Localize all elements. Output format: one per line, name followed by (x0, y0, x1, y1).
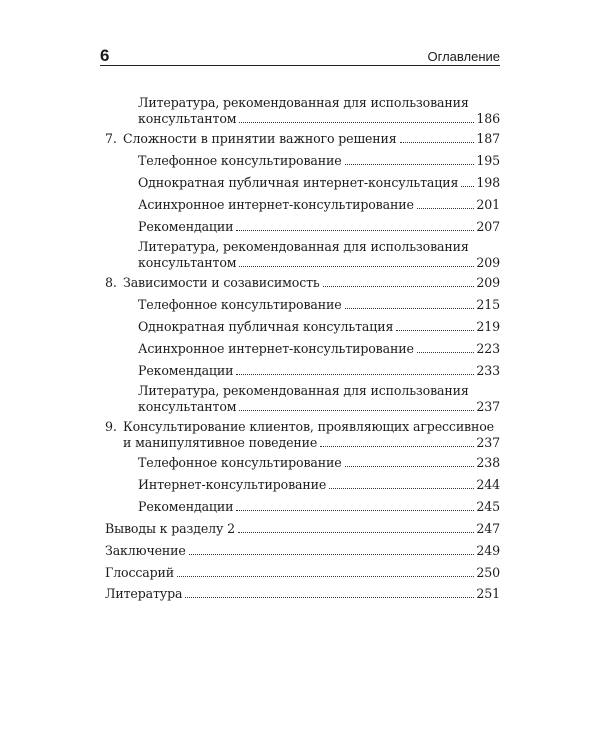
chapter-number: 7. (105, 131, 117, 146)
toc-entry-page: 244 (476, 477, 500, 492)
toc-entry-page: 250 (476, 565, 500, 580)
dot-leader (189, 554, 475, 555)
toc-entry (138, 499, 500, 515)
toc-entry-title: Заключение (105, 543, 186, 558)
toc-entry (138, 319, 500, 335)
toc-entry-title: Литература (105, 586, 183, 601)
dot-leader (329, 488, 474, 489)
toc-entry-title-line1: Литература, рекомендованная для использования (138, 239, 469, 254)
toc-entry-page: 237 (476, 435, 500, 450)
toc-entry (105, 543, 500, 559)
toc-entry-title: консультантом (138, 111, 237, 126)
toc-entry (138, 455, 500, 471)
toc-entry-title: и манипулятивное поведение (123, 435, 318, 450)
dot-leader (239, 410, 474, 411)
toc-entry (138, 153, 500, 169)
toc-entry-title-line1: Литература, рекомендованная для использования (138, 95, 469, 110)
toc-entry-page: 187 (476, 131, 500, 146)
toc-entry-title: Рекомендации (138, 499, 234, 514)
dot-leader (185, 597, 474, 598)
toc-entry-page: 209 (476, 255, 500, 270)
toc-entry-title: Однократная публичная интернет-консультация (138, 175, 459, 190)
toc-chapter (105, 275, 500, 291)
toc-chapter (105, 131, 500, 147)
chapter-number: 9. (105, 419, 117, 434)
toc-entry (105, 565, 500, 581)
dot-leader (417, 352, 475, 353)
toc-entry-page: 215 (476, 297, 500, 312)
toc-entry-title: Асинхронное интернет-консультирование (138, 341, 414, 356)
toc-entry (138, 363, 500, 379)
toc-entry-page: 207 (476, 219, 500, 234)
toc-entry-page: 237 (476, 399, 500, 414)
dot-leader (177, 576, 474, 577)
toc-entry (105, 586, 500, 602)
dot-leader (323, 286, 475, 287)
running-header (100, 44, 500, 64)
section-title: Оглавление (427, 49, 500, 64)
toc-entry-page: 223 (476, 341, 500, 356)
toc-entry-page: 245 (476, 499, 500, 514)
dot-leader (239, 122, 474, 123)
dot-leader (345, 308, 475, 309)
toc-entry-page: 249 (476, 543, 500, 558)
toc-entry-title-line1: Литература, рекомендованная для использования (138, 383, 469, 398)
toc-entry-page: 209 (476, 275, 500, 290)
toc-entry (138, 297, 500, 313)
toc-entry-title: консультантом (138, 255, 237, 270)
dot-leader (236, 230, 474, 231)
toc-entry-title: Телефонное консультирование (138, 297, 342, 312)
dot-leader (396, 330, 474, 331)
toc-entry-page: 251 (476, 586, 500, 601)
dot-leader (345, 466, 475, 467)
toc-entry-title: Телефонное консультирование (138, 455, 342, 470)
toc-entry-page: 219 (476, 319, 500, 334)
toc-entry (138, 175, 500, 191)
toc-entry-title: Зависимости и созависимость (123, 275, 320, 290)
toc-entry (138, 95, 500, 127)
toc-entry-page: 233 (476, 363, 500, 378)
header-rule (100, 65, 500, 66)
dot-leader (320, 446, 474, 447)
toc-entry-title: Выводы к разделу 2 (105, 521, 235, 536)
toc-entry (138, 239, 500, 271)
dot-leader (345, 164, 475, 165)
page-number: 6 (100, 46, 110, 65)
toc-entry-title: консультантом (138, 399, 237, 414)
dot-leader (236, 510, 474, 511)
toc-entry (138, 383, 500, 415)
toc-entry-title: Сложности в принятии важного решения (123, 131, 397, 146)
toc-entry-title: Однократная публичная консультация (138, 319, 394, 334)
dot-leader (400, 142, 475, 143)
toc-entry-title-line1: Консультирование клиентов, проявляющих агрессивное (123, 419, 494, 434)
toc-entry-title: Рекомендации (138, 219, 234, 234)
toc-entry (138, 477, 500, 493)
toc-entry (138, 219, 500, 235)
toc-entry-page: 238 (476, 455, 500, 470)
toc-entry-title: Интернет-консультирование (138, 477, 327, 492)
toc-entry-title: Асинхронное интернет-консультирование (138, 197, 414, 212)
toc-entry-page: 201 (476, 197, 500, 212)
dot-leader (239, 266, 474, 267)
toc-entry-title: Рекомендации (138, 363, 234, 378)
toc-entry-page: 247 (476, 521, 500, 536)
toc-entry-title: Глоссарий (105, 565, 175, 580)
toc-entry (138, 197, 500, 213)
toc-entry-page: 195 (476, 153, 500, 168)
dot-leader (236, 374, 474, 375)
chapter-number: 8. (105, 275, 117, 290)
toc-chapter (105, 419, 500, 451)
toc-entry (138, 341, 500, 357)
toc-entry-page: 186 (476, 111, 500, 126)
dot-leader (461, 186, 474, 187)
toc-entry-page: 198 (476, 175, 500, 190)
toc-entry-title: Телефонное консультирование (138, 153, 342, 168)
toc-entry (105, 521, 500, 537)
dot-leader (417, 208, 475, 209)
dot-leader (238, 532, 474, 533)
